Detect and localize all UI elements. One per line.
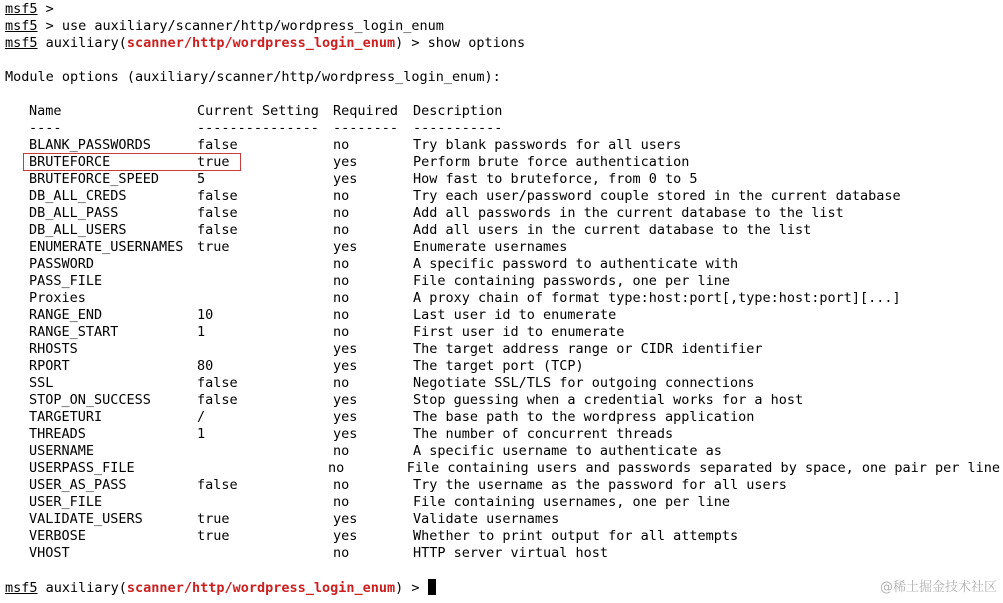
option-name: DB_ALL_USERS: [29, 222, 127, 238]
option-name: RHOSTS: [29, 341, 78, 357]
current-setting: [197, 256, 333, 273]
option-description: Try the username as the password for all users: [413, 477, 787, 493]
table-row: [29, 426, 1000, 443]
option-name: VALIDATE_USERS: [29, 511, 143, 527]
required-flag: yes: [333, 392, 358, 408]
table-row: [29, 307, 1000, 324]
command-prompt-line[interactable]: [5, 579, 1000, 596]
required-flag: no: [333, 324, 350, 340]
option-description: The number of concurrent threads: [413, 426, 674, 442]
required-flag: no: [333, 222, 350, 238]
prompt: msf5: [5, 580, 38, 596]
prompt: msf5: [5, 1, 38, 17]
current-setting: [197, 273, 333, 290]
option-description: Validate usernames: [413, 511, 560, 527]
current-setting: 10: [197, 307, 214, 323]
option-description: The target address range or CIDR identifier: [413, 341, 763, 357]
current-setting: /: [197, 409, 206, 425]
column-header-description: Description: [413, 103, 503, 119]
option-description: The target port (TCP): [413, 358, 584, 374]
cursor: [428, 579, 436, 595]
required-flag: no: [333, 307, 350, 323]
required-flag: no: [333, 256, 350, 272]
module-options-header: Module options (auxiliary/scanner/http/wordpress_login_enum):: [5, 69, 501, 85]
prompt: msf5: [5, 35, 38, 51]
command-text: ) > show options: [395, 35, 526, 51]
current-setting: false: [197, 375, 238, 391]
required-flag: no: [333, 273, 350, 289]
required-flag: no: [333, 375, 350, 391]
command-line-1: [5, 1, 1000, 18]
table-row: [29, 205, 1000, 222]
option-name: USER_FILE: [29, 494, 103, 510]
column-header-setting: Current Setting: [197, 103, 319, 119]
required-flag: no: [333, 290, 350, 306]
prompt: msf5: [5, 18, 38, 34]
underline: ----: [29, 120, 62, 136]
option-description: A proxy chain of format type:host:port[,type:host:port][...]: [413, 290, 901, 306]
option-name: PASS_FILE: [29, 273, 103, 289]
required-flag: no: [333, 477, 350, 493]
current-setting: [197, 443, 333, 460]
option-name: Proxies: [29, 290, 86, 306]
current-setting: 1: [197, 426, 206, 442]
table-header-underline: [29, 120, 1000, 137]
table-row: [29, 290, 1000, 307]
required-flag: no: [333, 545, 350, 561]
current-setting: 5: [197, 171, 206, 187]
required-flag: no: [333, 443, 350, 459]
required-flag: yes: [333, 171, 358, 187]
option-name: DB_ALL_PASS: [29, 205, 119, 221]
current-setting: false: [197, 477, 238, 493]
option-name: DB_ALL_CREDS: [29, 188, 127, 204]
option-name: BLANK_PASSWORDS: [29, 137, 151, 153]
column-header-required: Required: [333, 103, 399, 119]
option-name: THREADS: [29, 426, 86, 442]
required-flag: yes: [333, 511, 358, 527]
module-name: scanner/http/wordpress_login_enum: [126, 580, 396, 596]
table-row: [29, 375, 1000, 392]
current-setting: [197, 290, 333, 307]
option-name: SSL: [29, 375, 54, 391]
table-row: [29, 256, 1000, 273]
table-row: [29, 392, 1000, 409]
option-description: File containing passwords, one per line: [413, 273, 730, 289]
option-description: Try blank passwords for all users: [413, 137, 682, 153]
current-setting: true: [197, 528, 230, 544]
current-setting: [197, 545, 333, 562]
option-name: USERPASS_FILE: [29, 460, 135, 476]
table-row: [29, 273, 1000, 290]
table-row: [29, 358, 1000, 375]
option-description: Stop guessing when a credential works for a host: [413, 392, 804, 408]
required-flag: yes: [333, 358, 358, 374]
required-flag: no: [328, 460, 345, 476]
current-setting: [197, 341, 333, 358]
table-row: [29, 324, 1000, 341]
option-description: A specific username to authenticate as: [413, 443, 722, 459]
current-setting: false: [197, 188, 238, 204]
required-flag: no: [333, 188, 350, 204]
option-name: RANGE_END: [29, 307, 103, 323]
option-description: Add all users in the current database to the list: [413, 222, 812, 238]
option-name: USER_AS_PASS: [29, 477, 127, 493]
table-row: [29, 222, 1000, 239]
current-setting: 1: [197, 324, 206, 340]
required-flag: no: [333, 494, 350, 510]
table-header-row: [29, 103, 1000, 120]
current-setting: [194, 460, 328, 477]
table-row: [29, 171, 1000, 188]
required-flag: yes: [333, 341, 358, 357]
command-line-3: [5, 35, 1000, 52]
required-flag: yes: [333, 426, 358, 442]
option-description: Last user id to enumerate: [413, 307, 617, 323]
option-description: First user id to enumerate: [413, 324, 625, 340]
table-row: [29, 545, 1000, 562]
column-header-name: Name: [29, 103, 62, 119]
current-setting: false: [197, 137, 238, 153]
current-setting: true: [197, 511, 230, 527]
options-table: [29, 103, 1000, 562]
table-row: [29, 188, 1000, 205]
option-name: BRUTEFORCE: [29, 154, 111, 170]
current-setting: true: [197, 239, 230, 255]
table-row: [29, 137, 1000, 154]
option-description: The base path to the wordpress application: [413, 409, 755, 425]
table-row: [29, 460, 1000, 477]
option-name: VHOST: [29, 545, 70, 561]
option-description: How fast to bruteforce, from 0 to 5: [413, 171, 698, 187]
option-name: RANGE_START: [29, 324, 119, 340]
table-row: [29, 477, 1000, 494]
option-name: BRUTEFORCE_SPEED: [29, 171, 160, 187]
current-setting: false: [197, 392, 238, 408]
table-row: [29, 409, 1000, 426]
underline: ---------------: [197, 120, 319, 136]
module-name: scanner/http/wordpress_login_enum: [126, 35, 396, 51]
current-setting: 80: [197, 358, 214, 374]
table-row: [29, 511, 1000, 528]
watermark: @稀土掘金技术社区: [879, 580, 997, 595]
option-description: File containing usernames, one per line: [413, 494, 730, 510]
option-name: VERBOSE: [29, 528, 86, 544]
table-row: [29, 154, 1000, 171]
option-name: ENUMERATE_USERNAMES: [29, 239, 184, 255]
current-setting: true: [197, 154, 230, 170]
option-description: A specific password to authenticate with: [413, 256, 739, 272]
option-description: File containing users and passwords separated by space, one pair per line: [406, 460, 1001, 476]
option-description: Add all passwords in the current database to the list: [413, 205, 844, 221]
underline: -----------: [413, 120, 503, 136]
required-flag: yes: [333, 239, 358, 255]
table-row: [29, 494, 1000, 511]
command-text: > use auxiliary/scanner/http/wordpress_login_enum: [37, 18, 444, 34]
command-text: auxiliary(: [37, 580, 127, 596]
underline: --------: [333, 120, 399, 136]
table-row: [29, 239, 1000, 256]
option-description: Enumerate usernames: [413, 239, 568, 255]
terminal-output[interactable]: [5, 1, 1000, 596]
current-setting: false: [197, 205, 238, 221]
option-name: PASSWORD: [29, 256, 95, 272]
required-flag: no: [333, 137, 350, 153]
option-name: TARGETURI: [29, 409, 103, 425]
required-flag: no: [333, 205, 350, 221]
command-text: >: [37, 1, 54, 17]
command-line-2: [5, 18, 1000, 35]
required-flag: yes: [333, 154, 358, 170]
option-description: Negotiate SSL/TLS for outgoing connections: [413, 375, 755, 391]
table-row: [29, 443, 1000, 460]
option-description: Try each user/password couple stored in the current database: [413, 188, 901, 204]
option-description: HTTP server virtual host: [413, 545, 609, 561]
required-flag: yes: [333, 409, 358, 425]
option-name: STOP_ON_SUCCESS: [29, 392, 151, 408]
option-description: Perform brute force authentication: [413, 154, 690, 170]
option-description: Whether to print output for all attempts: [413, 528, 739, 544]
current-setting: [197, 494, 333, 511]
option-name: RPORT: [29, 358, 70, 374]
option-name: USERNAME: [29, 443, 95, 459]
command-text: ) >: [395, 580, 428, 596]
command-text: auxiliary(: [37, 35, 127, 51]
required-flag: yes: [333, 528, 358, 544]
table-row: [29, 341, 1000, 358]
table-row: [29, 528, 1000, 545]
current-setting: false: [197, 222, 238, 238]
